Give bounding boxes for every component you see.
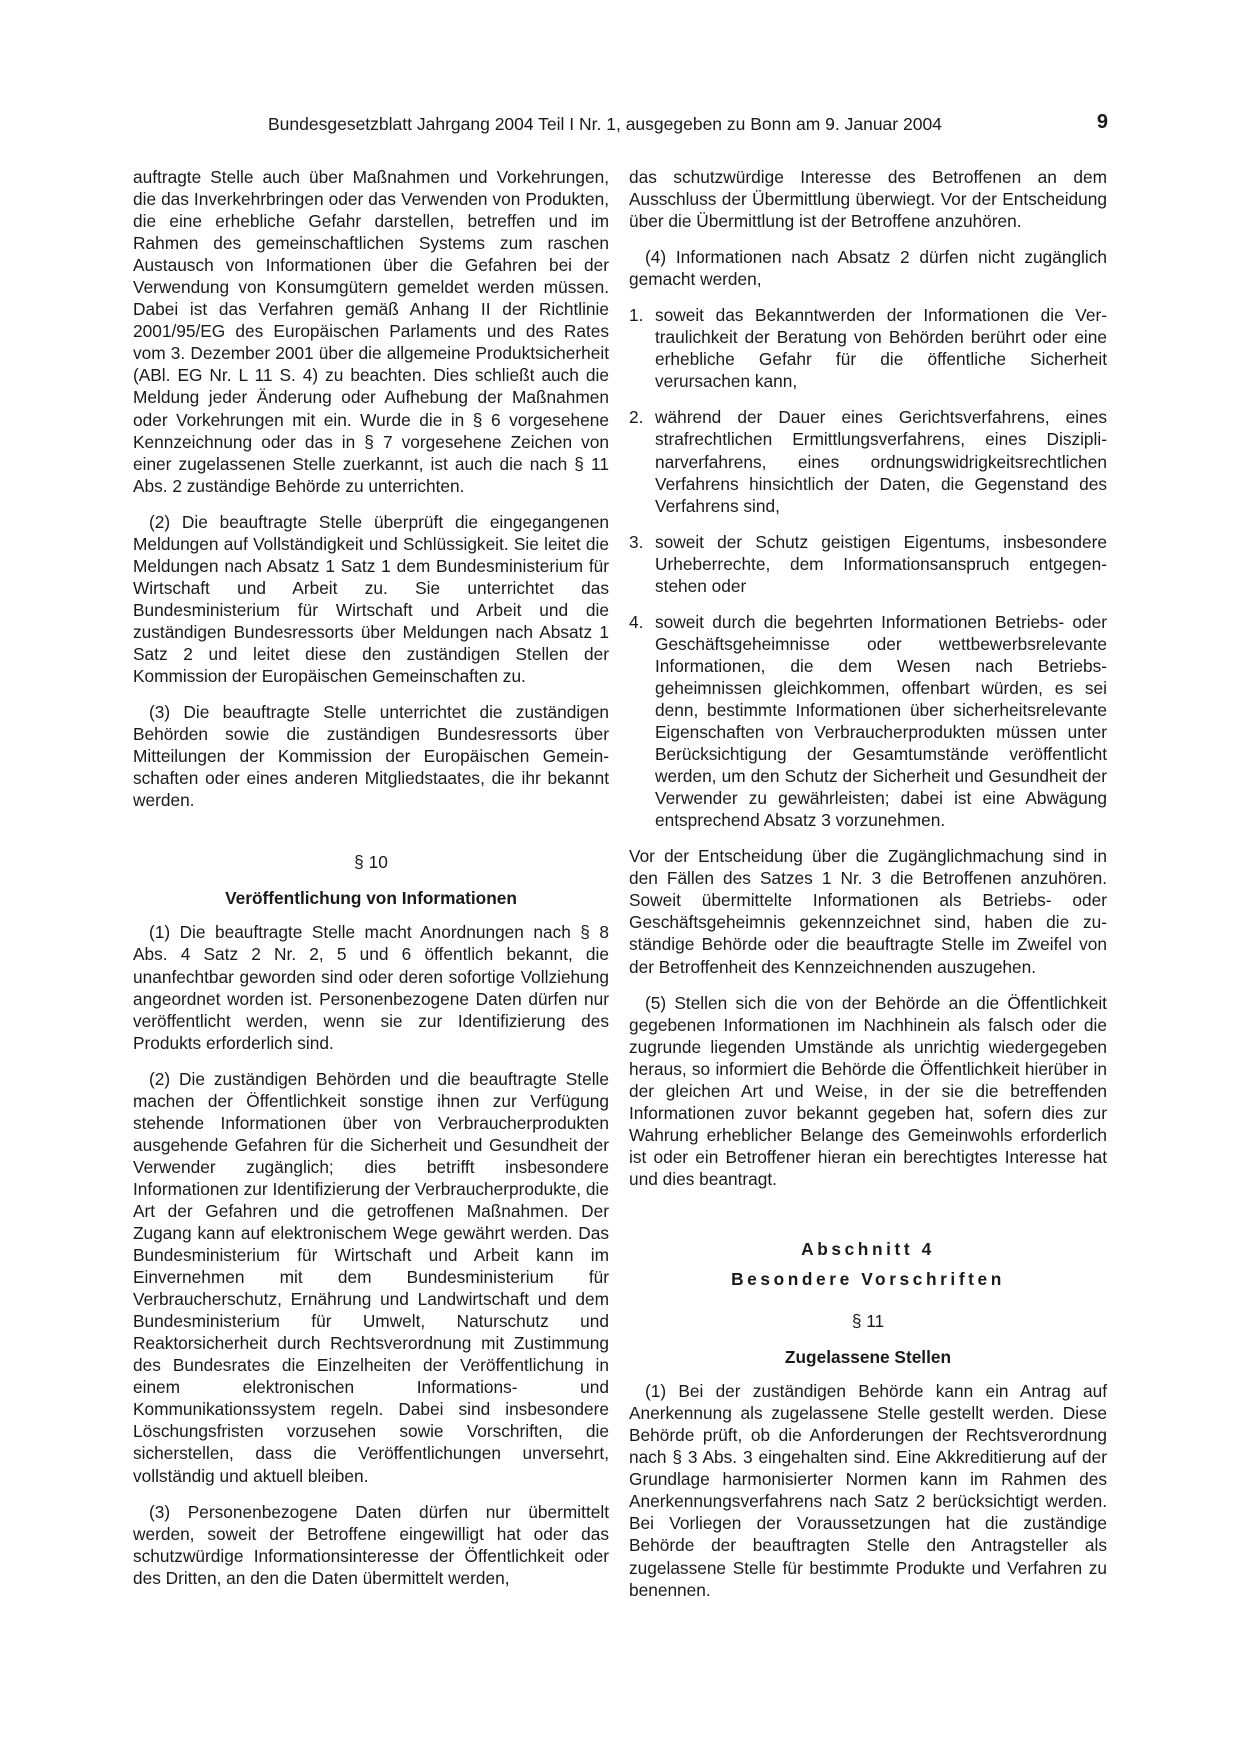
paragraph: auftragte Stelle auch über Maßnahmen und Vorkehrungen, die das Inverkehrbringen oder das Verwenden von Produkten, die eine erhebliche Gefahr darstellen, betreffen und im Rahmen des gemeinschaftlichen Systems zum raschen Austausch von Informationen über die Gefahren bei der Verwendung von Konsumgütern gemeldet werden müssen. Dabei ist das Verfahren gemäß Anhang II der Richtlinie 2001/95/EG des Europäischen Parlaments und des Rates vom 3. Dezember 2001 über die allgemeine Produktsicherheit (ABl. EG Nr. L 11 S. 4) zu beachten. Dies schließt auch die Meldung jeder Änderung oder Aufhebung der Maßnahmen oder Vorkehrungen mit ein. Wurde die in § 6 vorgesehene Kennzeichnung oder das in § 7 vorgesehene Zeichen von einer zugelassenen Stelle zuerkannt, ist auch die nach § 11 Abs. 2 zuständige Behörde zu unterrichten. xyxy=(133,167,609,496)
list-item xyxy=(629,611,1107,831)
list-item-text: während der Dauer eines Gerichtsverfahrens, eines strafrechtlichen Ermittlungsverfahrens, eines Disziplinarverfahrens, eines ordnungswidrigkeitsrechtlichen Verfahrens hinsichtlich der Daten, die Gegenstand des Verfahrens sind, xyxy=(655,407,1107,516)
part-heading: Abschnitt 4 xyxy=(801,1238,935,1259)
paragraph: (1) Die beauftragte Stelle macht Anordnungen nach § 8 Abs. 4 Satz 2 Nr. 2, 5 und 6 öffentlich bekannt, die unanfechtbar geworden sind oder deren sofortige Vollziehung angeordnet worden ist. Personenbezogene Daten dürfen nur veröffentlicht werden, wenn sie zur Identifizierung des Produkts erforderlich sind. xyxy=(133,922,609,1053)
paragraph: (2) Die zuständigen Behörden und die beauftragte Stelle machen der Öffentlichkeit sonstige ihnen zur Verfügung stehende Informationen über von Verbraucherprodukten ausgehende Gefahren für die Sicherheit und Gesundheit der Verwender zugänglich; dies betrifft insbesondere Informationen zur Identifizierung der Verbraucherprodukte, die Art der Gefahren und die getroffenen Maßnahmen. Der Zugang kann auf elektronischem Wege gewährt werden. Das Bundesministerium für Wirtschaft und Arbeit kann im Einvernehmen mit dem Bundesministerium für Verbraucherschutz, Ernährung und Landwirtschaft und dem Bundesministerium für Umwelt, Naturschutz und Reaktorsicherheit durch Rechtsverordnung mit Zustimmung des Bundesrates die Einzelheiten der Veröffentlichung in einem elektronischen Informations- und Kommunikationssystem regeln. Dabei sind insbesondere Löschungsfristen vorzusehen sowie Vorschriften, die sicherstellen, dass die Veröffentlichungen unversehrt, vollständig und aktuell bleiben. xyxy=(133,1068,609,1486)
section-title: Veröffentlichung von Informationen xyxy=(225,888,517,909)
paragraph: (5) Stellen sich die von der Behörde an die Öffentlichkeit gegebenen Informationen im Nachhinein als falsch oder die zugrunde liegenden Umstände als unrichtig wiedergegeben heraus, so informiert die Behörde die Öffentlichkeit hierüber in der gleichen Art und Weise, in der sie die betreffenden Informationen zuvor bekannt gegeben hat, sofern dies zur Wahrung erheblicher Belange des Gemeinwohls erforderlich ist oder ein Betroffener hieran ein berechtigtes Interesse hat und dies beantragt. xyxy=(629,992,1107,1189)
list-item-number: 4. xyxy=(629,611,644,632)
page-number: 9 xyxy=(1096,111,1108,133)
paragraph: (4) Informationen nach Absatz 2 dürfen nicht zugänglich gemacht werden, xyxy=(629,247,1107,290)
section-title: Zugelassene Stellen xyxy=(784,1347,952,1368)
list-item-text: soweit der Schutz geistigen Eigentums, insbesondere Urheberrechte, dem Informationsanspruch entgegenstehen oder xyxy=(655,531,1107,596)
paragraph: Vor der Entscheidung über die Zugänglichmachung sind in den Fällen des Satzes 1 Nr. 3 die Betroffenen anzuhören. Soweit übermittelte Informationen als Betriebs- oder Geschäftsgeheimnis gekennzeichnet sind, haben die zuständige Behörde oder die beauftragte Stelle im Zweifel von der Betroffenheit des Kennzeichnenden auszugehen. xyxy=(629,846,1107,977)
section-number: § 11 xyxy=(851,1311,885,1332)
section-number: § 10 xyxy=(354,852,388,873)
list-item-number: 2. xyxy=(629,407,644,428)
paragraph: das schutzwürdige Interesse des Betroffenen an dem Ausschluss der Übermittlung überwiegt. Vor der Entscheidung über die Übermittlung ist der Betroffene anzuhören. xyxy=(629,167,1107,232)
part-title: Besondere Vorschriften xyxy=(731,1269,1005,1290)
paragraph: (2) Die beauftragte Stelle überprüft die eingegangenen Meldungen auf Vollständigkeit und Schlüssigkeit. Sie leitet die Meldungen nach Absatz 1 Satz 1 dem Bundesministerium für Wirtschaft und Arbeit zu. Sie unterrichtet das Bundesministerium für Wirtschaft und Arbeit und die zuständigen Bundesressorts über Meldungen nach Absatz 1 Satz 2 und leitet diese den zuständigen Stellen der Kommission der Europäischen Gemeinschaften zu. xyxy=(133,511,609,687)
list-item xyxy=(629,531,1107,597)
list-item xyxy=(629,406,1107,516)
list-item-number: 3. xyxy=(629,531,644,552)
right-column xyxy=(629,166,1107,1615)
paragraph: (3) Die beauftragte Stelle unterrichtet die zuständigen Behörden sowie die zuständigen Bundesressorts über Mitteilungen der Kommission der Europäischen Gemeinschaften oder eines anderen Mitgliedstaates, die ihr bekannt werden. xyxy=(133,702,609,811)
header-title: Bundesgesetzblatt Jahrgang 2004 Teil I Nr. 1, ausgegeben zu Bonn am 9. Januar 2004 xyxy=(268,114,942,134)
list-item-number: 1. xyxy=(629,305,644,326)
paragraph: (3) Personenbezogene Daten dürfen nur übermittelt werden, soweit der Betroffene eingewilligt hat oder das schutzwürdige Informationsinteresse der Öffentlichkeit oder des Dritten, an den die Daten übermittelt werden, xyxy=(133,1501,609,1588)
list-item xyxy=(629,304,1107,392)
left-column xyxy=(133,166,609,1603)
paragraph: (1) Bei der zuständigen Behörde kann ein Antrag auf Anerkennung als zugelassene Stelle gestellt werden. Diese Behörde prüft, ob die Anforderungen der Rechtsverordnung nach § 3 Abs. 3 eingehalten sind. Eine Akkreditierung auf der Grundlage harmonisierter Normen kann im Rahmen des Anerkennungsverfahrens nach Satz 2 berücksichtigt werden. Bei Vorliegen der Voraussetzungen hat die zuständige Behörde der beauftragten Stelle den Antragsteller als zugelassene Stelle für bestimmte Produkte und Verfahren zu benennen. xyxy=(629,1381,1107,1600)
list-item-text: soweit durch die begehrten Informationen Betriebs- oder Geschäftsgeheimnisse oder wettbewerbsrelevante Informationen, die dem Wesen nach Betriebsgeheimnissen gleichkommen, offenbart würden, es sei denn, bestimmte Informationen über sicherheitsrelevante Eigenschaften von Verbraucherprodukten müssen unter Berücksichtigung der Gesamtumstände veröffentlicht werden, um den Schutz der Sicherheit und Gesundheit der Verwender zu gewährleisten; dabei ist eine Abwägung entsprechend Absatz 3 vorzunehmen. xyxy=(655,611,1107,831)
list-item-text: soweit das Bekanntwerden der Informationen die Vertraulichkeit der Beratung von Behörden berührt oder eine erhebliche Gefahr für die öffentliche Sicherheit verursachen kann, xyxy=(655,305,1107,392)
numbered-list xyxy=(629,304,1107,831)
